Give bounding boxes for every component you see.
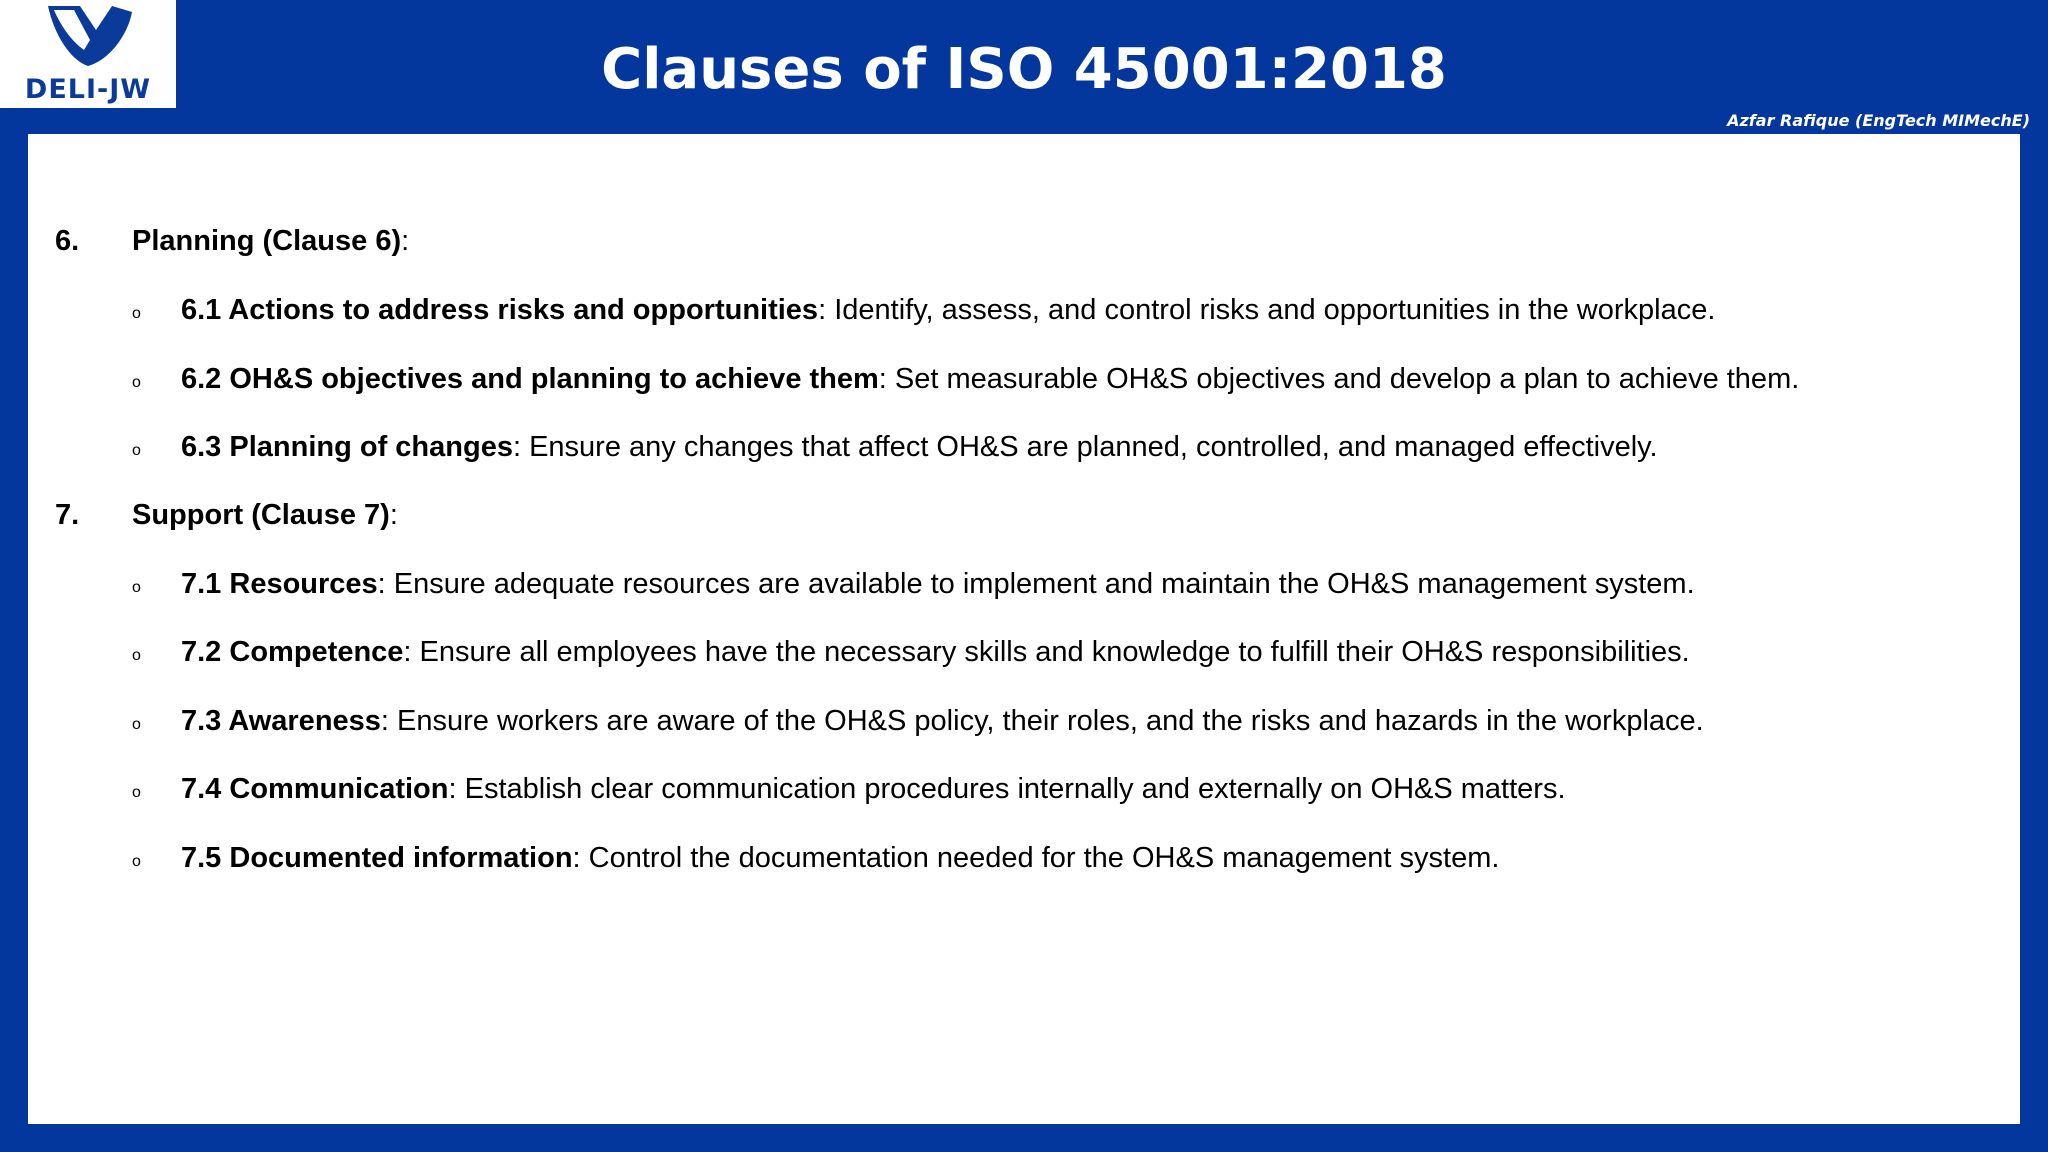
item-term: 7.5 Documented information	[181, 842, 573, 874]
item-description: : Ensure workers are aware of the OH&S policy, their roles, and the risks and hazards in the workplace.	[380, 705, 1704, 737]
section-heading	[28, 217, 2020, 265]
item-term: 6.2 OH&S objectives and planning to achieve them	[181, 363, 879, 395]
list-item	[28, 697, 2020, 745]
list-item	[28, 560, 2020, 608]
item-term: 7.3 Awareness	[181, 705, 381, 737]
author-credit: Azfar Rafique (EngTech MIMechE)	[1727, 111, 2030, 130]
item-term: 6.1 Actions to address risks and opportunities	[181, 294, 819, 326]
bullet-icon: o	[132, 853, 141, 870]
list-item	[28, 834, 2020, 882]
item-description: : Ensure any changes that affect OH&S are planned, controlled, and managed effectively.	[512, 431, 1658, 463]
list-item	[28, 286, 2020, 334]
bullet-icon: o	[132, 579, 141, 596]
item-description: : Identify, assess, and control risks and opportunities in the workplace.	[818, 294, 1716, 326]
section-number: 7.	[55, 499, 80, 531]
item-term: 7.1 Resources	[181, 568, 378, 600]
section-number: 6.	[55, 225, 80, 257]
bullet-icon: o	[132, 374, 141, 391]
section-title: Planning (Clause 6)	[132, 225, 402, 257]
item-description: : Set measurable OH&S objectives and develop a plan to achieve them.	[878, 363, 1800, 395]
slide-title: Clauses of ISO 45001:2018	[601, 37, 1447, 102]
section-heading	[28, 491, 2020, 539]
bullet-icon: o	[132, 716, 141, 733]
list-item	[28, 423, 2020, 471]
item-description: : Control the documentation needed for the OH&S management system.	[572, 842, 1500, 874]
bullet-icon: o	[132, 784, 141, 801]
content-panel	[28, 134, 2020, 1124]
bullet-icon: o	[132, 442, 141, 459]
item-description: : Ensure adequate resources are available to implement and maintain the OH&S management system.	[377, 568, 1695, 600]
bullet-icon: o	[132, 647, 141, 664]
item-description: : Ensure all employees have the necessary skills and knowledge to fulfill their OH&S responsibilities.	[403, 636, 1690, 668]
section-title: Support (Clause 7)	[132, 499, 390, 531]
list-item	[28, 765, 2020, 813]
item-term: 7.2 Competence	[181, 636, 404, 668]
list-item	[28, 628, 2020, 676]
list-item	[28, 355, 2020, 403]
item-description: : Establish clear communication procedures internally and externally on OH&S matters.	[448, 773, 1566, 805]
section-suffix: :	[389, 499, 398, 531]
section-suffix: :	[401, 225, 410, 257]
logo-text: DELI-JW	[24, 74, 152, 105]
company-logo	[0, 0, 176, 108]
item-term: 6.3 Planning of changes	[181, 431, 513, 463]
bullet-icon: o	[132, 305, 141, 322]
item-term: 7.4 Communication	[181, 773, 449, 805]
logo-mark-icon	[40, 4, 136, 70]
